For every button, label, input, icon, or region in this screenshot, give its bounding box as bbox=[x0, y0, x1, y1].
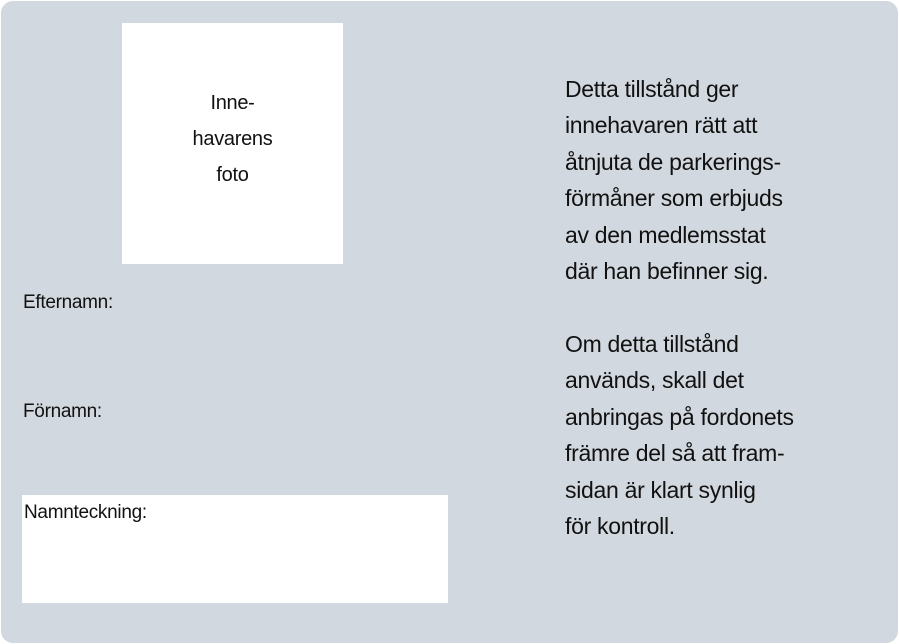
holder-photo-placeholder bbox=[122, 23, 343, 264]
text-line: av den medlemsstat bbox=[565, 221, 766, 248]
text-line: innehavaren rätt att bbox=[565, 112, 758, 139]
signature-box bbox=[22, 495, 448, 603]
photo-placeholder-line: havarens bbox=[192, 127, 273, 150]
photo-placeholder-line: foto bbox=[216, 163, 249, 186]
permit-rights-text bbox=[565, 71, 885, 289]
text-line: där han befinner sig. bbox=[565, 258, 769, 285]
first-name-label: Förnamn: bbox=[23, 401, 102, 422]
text-line: förmåner som erbjuds bbox=[565, 185, 783, 212]
text-line: sidan är klart synlig bbox=[565, 476, 756, 503]
text-line: Detta tillstånd ger bbox=[565, 76, 739, 102]
surname-label: Efternamn: bbox=[23, 292, 113, 313]
text-line: för kontroll. bbox=[565, 513, 675, 540]
signature-label: Namnteckning: bbox=[24, 502, 147, 523]
text-line: Om detta tillstånd bbox=[565, 331, 739, 357]
text-line: används, skall det bbox=[565, 367, 744, 394]
text-line: anbringas på fordonets bbox=[565, 403, 794, 430]
text-line: främre del så att fram- bbox=[565, 440, 785, 467]
parking-permit-card bbox=[1, 1, 898, 643]
photo-placeholder-line: Inne- bbox=[210, 91, 255, 114]
text-line: åtnjuta de parkerings- bbox=[565, 148, 781, 175]
permit-display-instructions bbox=[565, 326, 885, 544]
